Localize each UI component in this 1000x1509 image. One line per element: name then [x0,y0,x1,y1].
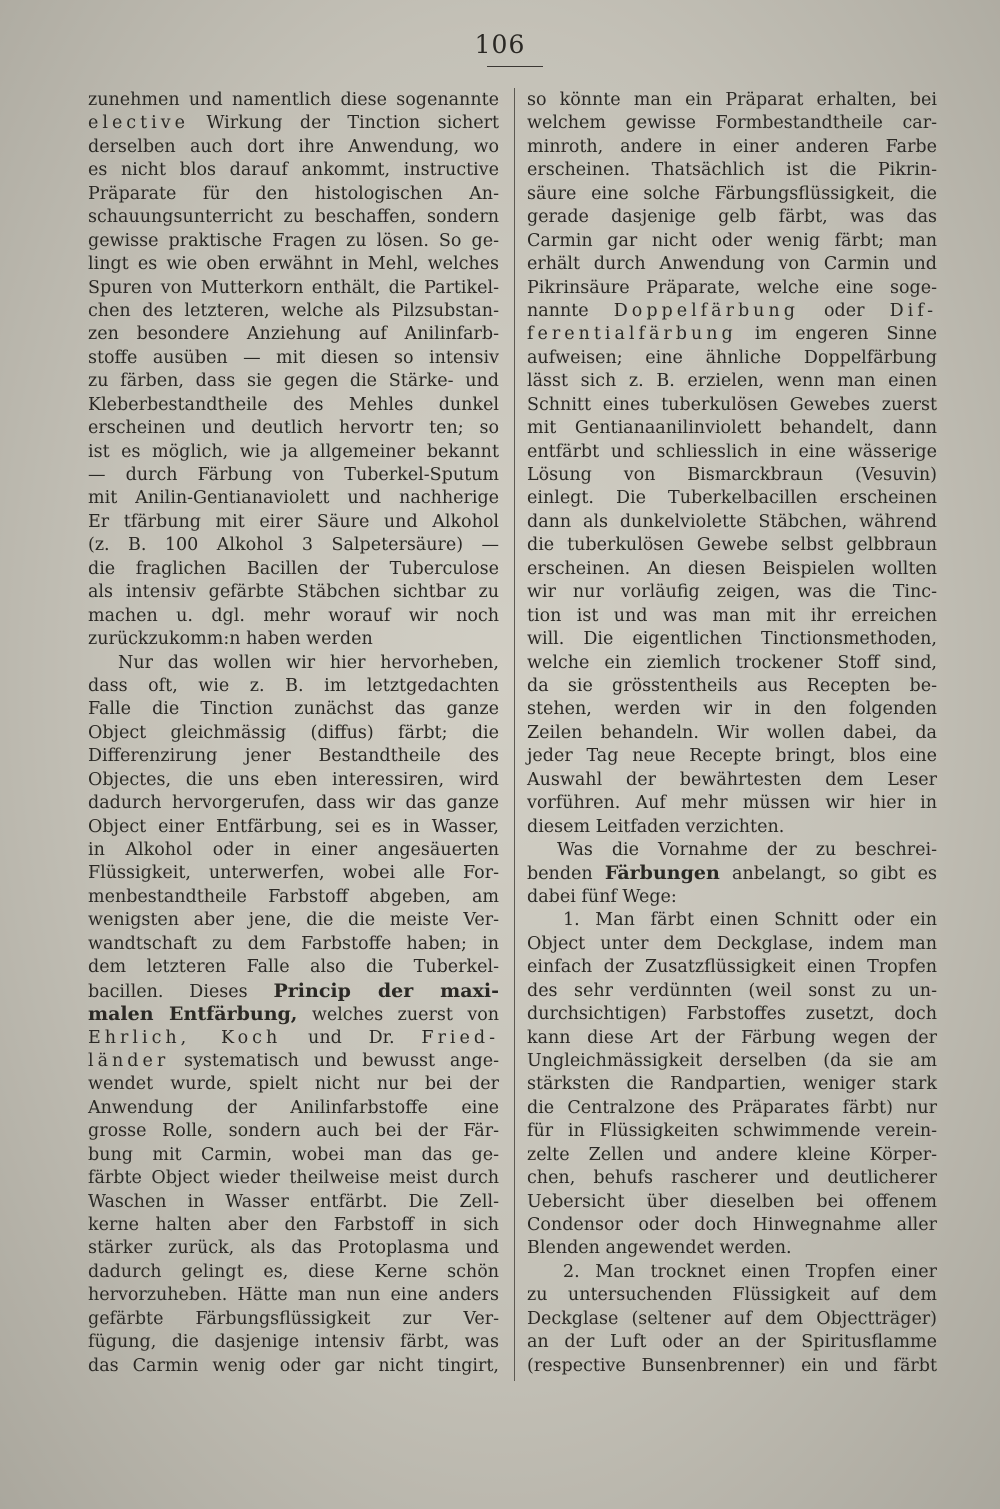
text-line: färbte Object wieder theilweise meist durch [88,1168,499,1189]
text-segment: im engeren Sinne [736,324,937,345]
text-line: wenigsten aber jene, die die meiste Ver- [88,910,499,931]
text-line: die Centralzone des Präparates färbt) nur [527,1097,937,1118]
text-line: chen des letzteren, welche als Pilzsubstan- [88,300,499,321]
text-line: zen besondere Anziehung auf Anilinfarb- [88,324,499,345]
text-segment: welches zuerst von [297,1005,500,1026]
text-line: einlegt. Die Tuberkelbacillen erscheinen [527,488,937,509]
column-divider [514,88,515,1381]
text-line: Was die Vornahme der zu beschrei- [557,840,937,860]
text-line: machen u. dgl. mehr worauf wir noch [88,605,499,626]
text-line [88,980,499,1003]
text-line: Object gleichmässig (diffus) färbt; die [88,722,499,743]
text-line: die tuberkulösen Gewebe selbst gelbbraun [527,535,937,556]
text-line: dann als dunkelviolette Stäbchen, während [527,511,937,532]
text-line: Blenden angewendet werden. [527,1238,792,1259]
text-line: bung mit Carmin, wobei man das ge- [88,1144,499,1165]
text-line: Uebersicht über dieselben bei offenem [527,1191,937,1212]
text-line: erscheinen und deutlich hervortr ten; so [88,418,499,439]
right-column [527,89,937,1378]
text-line: vorführen. Auf mehr müssen wir hier in [527,793,937,814]
text-line: minroth, andere in einer anderen Farbe [527,136,937,157]
text-line: stärker zurück, als das Protoplasma und [88,1238,499,1259]
text-line: das Carmin wenig oder gar nicht tingirt, [88,1355,499,1376]
text-line: an der Luft oder an der Spiritusflamme [527,1332,937,1353]
text-line: gefärbte Färbungsflüssigkeit zur Ver- [88,1308,499,1329]
text-line: für in Flüssigkeiten schwimmende verein- [527,1121,937,1142]
text-line: Falle die Tinction zunächst das ganze [88,699,499,720]
text-line: Waschen in Wasser entfärbt. Die Zell- [88,1191,499,1212]
text-line [88,112,499,135]
text-line: wandtschaft zu dem Farbstoffe haben; in [88,933,499,954]
text-line: entfärbt und schliesslich in eine wässerige [527,441,937,462]
text-line: grosse Rolle, sondern auch bei der Fär- [88,1121,499,1142]
spaced-term: Ehrlich, Koch [88,1027,282,1048]
text-line [88,1003,499,1026]
bold-term: Färbungen [604,862,720,885]
text-line: chen, behufs rascherer und deutlicherer [527,1168,937,1189]
bold-term: malen Entfärbung, [88,1003,298,1026]
text-segment: nannte [527,300,614,321]
text-line: tion ist und was man mit ihr erreichen [527,605,937,626]
page-number-rule [487,66,543,67]
text-line: fügung, die dasjenige intensiv färbt, was [88,1332,499,1353]
text-line: stoffe ausüben — mit diesen so intensiv [88,347,499,368]
text-line: Differenzirung jener Bestandtheile des [88,746,499,767]
text-line: wendet wurde, spielt nicht nur bei der [88,1074,499,1095]
text-line: dadurch hervorgerufen, dass wir das ganze [88,793,499,814]
text-line: wir nur vorläufig zeigen, was die Tinc- [527,582,937,603]
text-line: menbestandtheile Farbstoff abgeben, am [88,886,499,907]
text-line: zu färben, dass sie gegen die Stärke- und [88,371,499,392]
text-line: als intensiv gefärbte Stäbchen sichtbar zu [88,582,499,603]
text-line: schauungsunterricht zu beschaffen, sondern [88,207,499,228]
text-line: dem letzteren Falle also die Tuberkel- [88,957,499,978]
text-line [88,1050,499,1073]
text-line: zunehmen und namentlich diese sogenannte [88,90,499,110]
text-line: in Alkohol oder in einer angesäuerten [88,840,499,860]
text-line [527,323,937,346]
text-line: jeder Tag neue Recepte bringt, blos eine [527,746,937,767]
text-line: dadurch gelingt es, diese Kerne schön [88,1261,499,1282]
text-line: welche ein ziemlich trockener Stoff sind, [527,652,937,673]
left-column [88,89,499,1378]
text-line: Deckglase (seltener auf dem Objectträger) [527,1308,937,1329]
text-line: zurückzukomm:n haben werden [88,629,373,650]
text-line: stärksten die Randpartien, weniger stark [527,1074,937,1095]
text-segment: Wirkung der Tinction sichert [188,113,499,134]
spaced-term: Fried- [421,1027,499,1048]
text-segment: oder [798,300,890,321]
text-line: derselben auch dort ihre Anwendung, wo [88,136,499,157]
text-line: Nur das wollen wir hier hervorheben, [118,652,499,673]
text-line: mit Gentianaanilinviolett behandelt, dann [527,418,937,439]
text-line: ist es möglich, wie ja allgemeiner bekannt [88,441,499,462]
text-line: (z. B. 100 Alkohol 3 Salpetersäure) — [88,535,499,556]
text-segment: benden [527,864,605,885]
text-line: erscheinen. Thatsächlich ist die Pikrin- [527,160,937,181]
text-line: des sehr verdünnten (weil sonst zu un- [527,980,937,1001]
text-line: die fraglichen Bacillen der Tuberculose [88,558,499,579]
bold-term: Princip der maxi- [273,979,499,1002]
text-segment: bacillen. Dieses [88,981,274,1002]
text-line: Schnitt eines tuberkulösen Gewebes zuerst [527,394,937,415]
text-line [527,300,937,323]
text-line: kerne halten aber den Farbstoff in sich [88,1215,499,1235]
text-line: diesem Leitfaden verzichten. [527,816,785,837]
text-line: so könnte man ein Präparat erhalten, bei [527,90,937,110]
text-line: Objectes, die uns eben interessiren, wird [88,769,499,790]
spaced-term: länder [88,1050,170,1071]
spaced-term: Doppelfärbung [613,300,799,321]
text-line: gerade dasjenige gelb färbt, was das [527,207,937,228]
text-line: Zeilen behandeln. Wir wollen dabei, da [527,722,937,743]
text-line: will. Die eigentlichen Tinctionsmethoden, [527,629,937,650]
text-line: aufweisen; eine ähnliche Doppelfärbung [527,347,937,368]
text-line: — durch Färbung von Tuberkel-Sputum [88,465,499,485]
text-line: 1. Man färbt einen Schnitt oder ein [563,910,937,931]
text-line: durchsichtigen) Farbstoffes zusetzt, doch [527,1004,937,1025]
text-line: Flüssigkeit, unterwerfen, wobei alle For- [88,863,499,884]
text-line [527,862,937,885]
text-line: mit Anilin-Gentianaviolett und nachherige [88,488,499,509]
text-line: (respective Bunsenbrenner) ein und färbt [527,1355,937,1376]
text-line: säure eine solche Färbungsflüssigkeit, die [527,183,937,204]
text-line: Condensor oder doch Hinwegnahme aller [527,1215,937,1235]
text-line: Spuren von Mutterkorn enthält, die Partikel- [88,277,499,298]
text-line: Präparate für den histologischen An- [88,183,499,204]
text-line: Object einer Entfärbung, sei es in Wasser, [88,816,499,837]
spaced-term: ferentialfärbung [527,324,737,345]
spaced-term: elective [88,113,189,134]
text-line: Kleberbestandtheile des Mehles dunkel [88,394,499,415]
text-line: dabei fünf Wege: [527,886,677,907]
text-line: Carmin gar nicht oder wenig färbt; man [527,230,937,251]
text-line: es nicht blos darauf ankommt, instructive [88,160,499,181]
text-line: gewisse praktische Fragen zu lösen. So ge- [88,230,499,251]
spaced-term: Dif- [889,300,937,321]
text-line: stehen, werden wir in den folgenden [527,699,937,720]
text-segment: anbelangt, so gibt es [719,864,937,885]
page-number: 106 [474,30,526,59]
text-segment: systematisch und bewusst ange- [169,1050,499,1071]
text-segment: und Dr. [281,1027,422,1048]
text-line: Anwendung der Anilinfarbstoffe eine [88,1097,499,1118]
text-line: hervorzuheben. Hätte man nun eine anders [88,1285,499,1306]
text-line: zu untersuchenden Flüssigkeit auf dem [527,1285,937,1306]
text-line: Lösung von Bismarckbraun (Vesuvin) [527,465,937,485]
text-line: Er tfärbung mit eirer Säure und Alkohol [88,511,499,532]
text-line: einfach der Zusatzflüssigkeit einen Tropfen [527,957,937,978]
text-line: dass oft, wie z. B. im letztgedachten [88,675,499,696]
text-line: zelte Zellen und andere kleine Körper- [527,1144,937,1165]
text-line: welchem gewisse Formbestandtheile car- [527,113,937,134]
text-line: 2. Man trocknet einen Tropfen einer [563,1261,937,1282]
text-line [88,1027,499,1050]
text-line: lingt es wie oben erwähnt in Mehl, welches [88,254,499,275]
text-line: Object unter dem Deckglase, indem man [527,933,937,954]
text-line: lässt sich z. B. erzielen, wenn man einen [527,371,937,392]
text-line: erscheinen. An diesen Beispielen wollten [527,558,937,579]
text-line: Auswahl der bewährtesten dem Leser [527,769,937,790]
text-line: Ungleichmässigkeit derselben (da sie am [527,1050,937,1071]
text-line: Pikrinsäure Präparate, welche eine soge- [527,277,937,298]
text-line: da sie grösstentheils aus Recepten be- [527,675,937,696]
text-line: kann diese Art der Färbung wegen der [527,1027,937,1048]
text-line: erhält durch Anwendung von Carmin und [527,254,937,275]
